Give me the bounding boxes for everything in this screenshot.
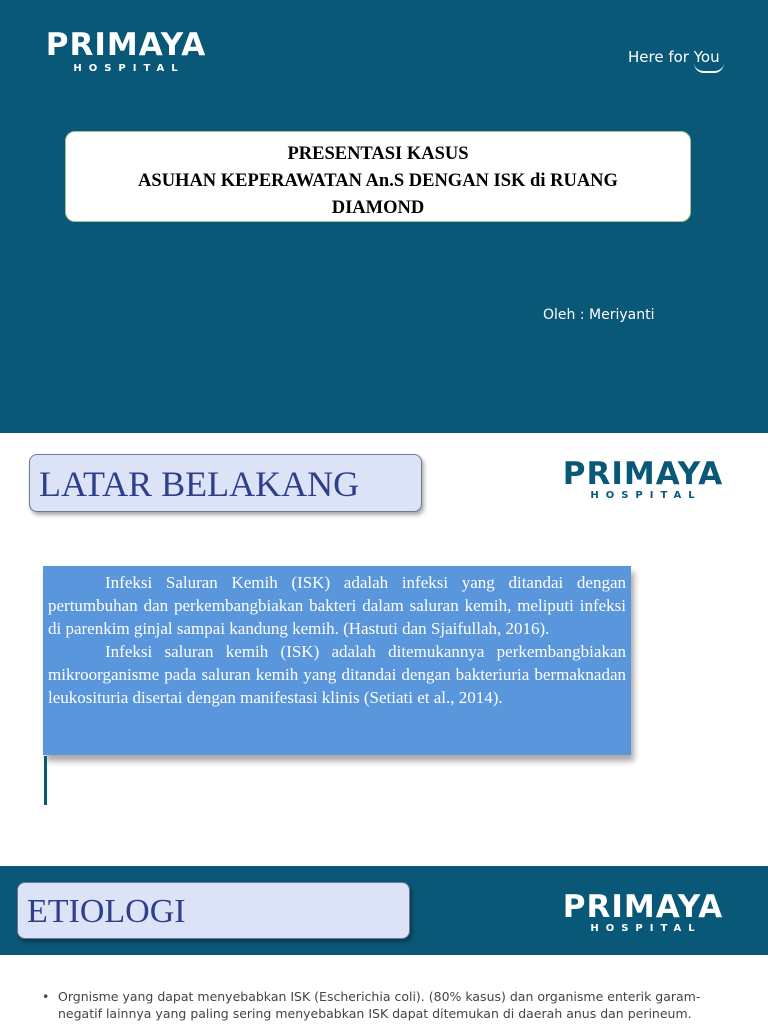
primaya-logo (557, 891, 729, 935)
etiology-bullet-item (42, 988, 732, 1022)
smile-swoosh-icon (694, 63, 724, 73)
author-byline: Oleh : Meriyanti (543, 307, 655, 323)
title-line-1: PRESENTASI KASUS (287, 144, 469, 164)
etiology-bullet-text: Orgnisme yang dapat menyebabkan ISK (Escherichia coli). (80% kasus) dan organisme enterik garam-negatif lainnya yang paling sering menyebabkan ISK dapat ditemukan di daerah anus dan perineum. (58, 989, 701, 1021)
paragraph-1: Infeksi Saluran Kemih (ISK) adalah infeksi yang ditandai dengan pertumbuhan dan perkembangbiakan bakteri dalam saluran kemih, meliputi infeksi di parenkim ginjal sampai kandung kemih. (Hastuti dan Sjaifullah, 2016). (48, 573, 626, 638)
primaya-logo (557, 458, 729, 502)
decorative-vertical-line (44, 756, 47, 805)
bullet-icon: • (42, 989, 50, 1004)
tagline-text: Here for You (628, 48, 720, 66)
title-line-2: ASUHAN KEPERAWATAN An.S DENGAN ISK di RUANG (138, 171, 618, 191)
title-line-3: DIAMOND (331, 198, 425, 218)
background-content-box (43, 566, 631, 755)
etiologi-heading: ETIOLOGI (17, 882, 410, 939)
logo-main-text: PRIMAYA (45, 27, 207, 63)
tagline (628, 48, 720, 66)
latar-belakang-heading: LATAR BELAKANG (29, 454, 422, 512)
title-slide (0, 0, 768, 433)
logo-main-text: PRIMAYA (562, 889, 724, 925)
logo-main-text: PRIMAYA (562, 456, 724, 492)
paragraph-2: Infeksi saluran kemih (ISK) adalah ditemukannya perkembangbiakan mikroorganisme pada saluran kemih yang ditandai dengan bakteriuria bermaknadan leukosituria disertai dengan manifestasi klinis (Setiati et al., 2014). (48, 642, 626, 707)
primaya-logo (40, 28, 212, 76)
logo-sub-text: HOSPITAL (590, 923, 702, 934)
logo-sub-text: HOSPITAL (73, 63, 185, 74)
logo-sub-text: HOSPITAL (590, 490, 702, 501)
presentation-title-box (65, 131, 691, 222)
